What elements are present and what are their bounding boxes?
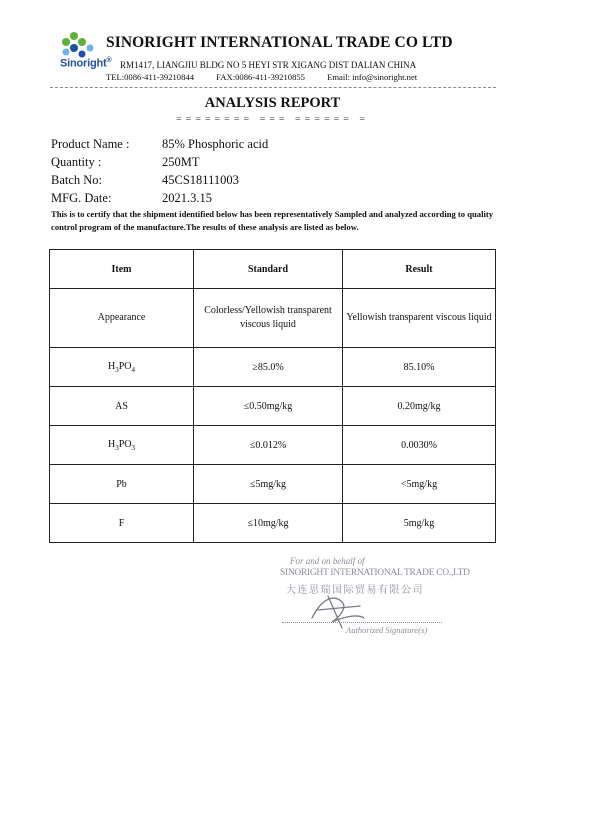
stamp-company-chinese: 大连思瑞国际贸易有限公司 (286, 585, 424, 596)
company-contact (106, 72, 437, 82)
cell-result: 5mg/kg (343, 504, 496, 543)
cell-standard: Colorless/Yellowish transparent viscous liquid (194, 289, 343, 348)
cell-result: 0.20mg/kg (343, 387, 496, 426)
info-row-product (51, 135, 268, 153)
certification-statement: This is to certify that the shipment identified below has been representatively Sampled and analyzed according to quality control program of the manufacture.The results of these analysis are listed as below. (51, 209, 494, 232)
info-value: 85% Phosphoric acid (162, 137, 269, 151)
cell-item: F (50, 504, 194, 543)
table-row (50, 348, 496, 387)
report-title: ANALYSIS REPORT (204, 95, 341, 111)
cell-result: <5mg/kg (343, 465, 496, 504)
column-header-result: Result (343, 250, 496, 289)
info-value: 250MT (162, 155, 200, 169)
cell-standard: ≤0.50mg/kg (194, 387, 343, 426)
column-header-standard: Standard (194, 250, 343, 289)
info-value: 2021.3.15 (162, 191, 212, 205)
table-row (50, 465, 496, 504)
info-row-quantity (51, 153, 268, 171)
company-address: RM1417, LIANGJIU BLDG NO 5 HEYI STR XIGANG DIST DALIAN CHINA (120, 60, 417, 70)
company-stamp (280, 556, 470, 638)
email-text: Email: info@sinoright.net (327, 72, 418, 82)
cell-standard: ≥85.0% (194, 348, 343, 387)
info-value: 45CS18111003 (162, 173, 239, 187)
cell-item: Appearance (50, 289, 194, 348)
cell-item: $H_3PO_3$ (50, 426, 194, 465)
table-row (50, 504, 496, 543)
cell-result: Yellowish transparent viscous liquid (343, 289, 496, 348)
fax-text: FAX:0086-411-39210855 (216, 72, 305, 82)
cell-item: Pb (50, 465, 194, 504)
cell-standard: ≤10mg/kg (194, 504, 343, 543)
info-label: Quantity : (51, 155, 102, 169)
analysis-table (49, 249, 496, 543)
header-divider (50, 87, 496, 88)
table-row (50, 387, 496, 426)
stamp-authorized-label: Authorized Signature(s) (346, 625, 428, 635)
info-label: Product Name : (51, 137, 130, 151)
company-name: SINORIGHT INTERNATIONAL TRADE CO LTD (106, 34, 453, 51)
logo-wordmark: Sinoright® (60, 57, 112, 70)
column-header-item: Item (50, 250, 194, 289)
stamp-company: SINORIGHT INTERNATIONAL TRADE CO.,LTD (280, 568, 470, 578)
table-header-row (50, 250, 496, 289)
cell-item: $H_3PO_4$ (50, 348, 194, 387)
tel-text: TEL:0086-411-39210844 (106, 72, 194, 82)
cell-result: 85.10% (343, 348, 496, 387)
cell-result: 0.0030% (343, 426, 496, 465)
table-row (50, 289, 496, 348)
cell-standard: ≤5mg/kg (194, 465, 343, 504)
report-title-underline: ======== === ====== = (175, 114, 369, 125)
cell-item: AS (50, 387, 194, 426)
table-row (50, 426, 496, 465)
info-label: Batch No: (51, 173, 103, 187)
signature-line (282, 622, 442, 623)
product-info (51, 135, 268, 207)
info-row-mfg-date (51, 189, 268, 207)
info-label: MFG. Date: (51, 191, 112, 205)
info-row-batch (51, 171, 268, 189)
cell-standard: ≤0.012% (194, 426, 343, 465)
stamp-for-line: For and on behalf of (290, 556, 365, 566)
